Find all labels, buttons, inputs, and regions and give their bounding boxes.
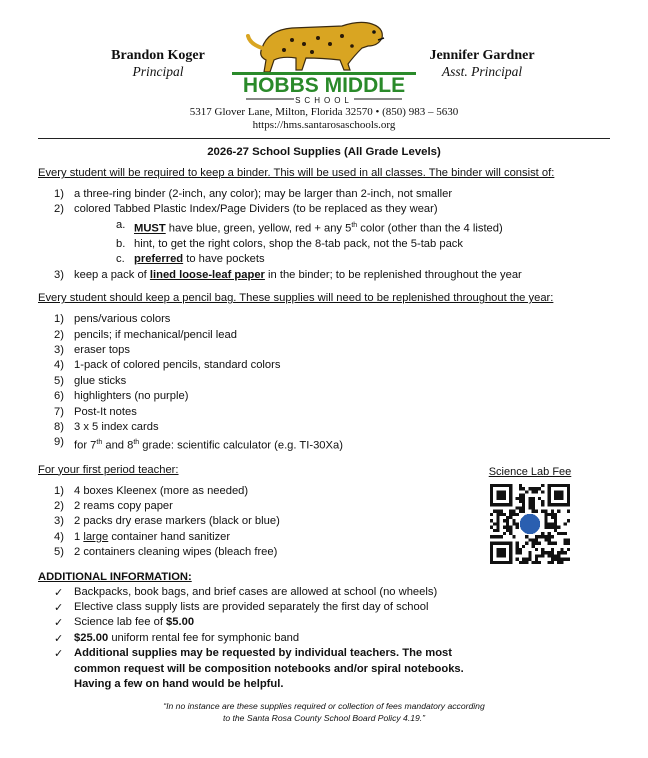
list-item: 4) 1 large container hand sanitizer (54, 530, 231, 543)
list-item: 9) for 7th and 8th grade: scientific calculator (e.g. TI-30Xa) (54, 436, 343, 453)
page-title: 2026-27 School Supplies (All Grade Levels) (207, 146, 441, 158)
list-item: 3) eraser tops (54, 343, 130, 356)
list-item: 7) Post-It notes (54, 405, 137, 418)
qr-code-label: Science Lab Fee (488, 466, 572, 478)
list-item: 1) a three-ring binder (2-inch, any color); may be larger than 2-inch, not smaller (54, 188, 453, 200)
list-item: 5) 2 containers cleaning wipes (bleach free) (54, 546, 278, 559)
checkmark-icon: ✓ (54, 616, 64, 630)
list-item: 3) 2 packs dry erase markers (black or blue) (54, 515, 280, 528)
sub-list-item: a. MUST have blue, green, yellow, red + any 5th color (other than the 4 listed) (116, 218, 503, 235)
list-item: 3) keep a pack of lined loose-leaf paper in the binder; to be replenished throughout the year (54, 268, 522, 281)
additional-info-heading: ADDITIONAL INFORMATION: (38, 570, 192, 583)
list-item: 1) 4 boxes Kleenex (more as needed) (54, 484, 249, 497)
checkmark-icon: ✓ (54, 631, 64, 645)
list-item: 2) 2 reams copy paper (54, 499, 173, 512)
header-divider (38, 138, 610, 139)
list-item: 4) 1-pack of colored pencils, standard colors (54, 359, 281, 372)
policy-footnote: “In no instance are these supplies required or collection of fees mandatory according to the Santa Rosa County School Board Policy 4.19.” (163, 701, 485, 724)
pencil-bag-heading: Every student should keep a pencil bag. These supplies will need to be replenished throughout the year: (38, 292, 554, 305)
school-logo (222, 8, 426, 104)
first-period-heading: For your first period teacher: (38, 463, 179, 476)
pencil-bag-list (38, 312, 610, 454)
checkmark-icon: ✓ (54, 585, 64, 599)
school-name: HOBBS MIDDLE (242, 74, 406, 97)
list-item: ✓ Elective class supply lists are provided separately the first day of school (54, 601, 429, 614)
list-item: ✓ Science lab fee of $5.00 (54, 616, 195, 630)
divider-sublist (74, 218, 610, 268)
school-subname: SCHOOL (295, 96, 353, 104)
list-item: 6) highlighters (no purple) (54, 390, 189, 403)
letterhead (0, 0, 648, 140)
asst-principal-title: Asst. Principal (441, 64, 523, 79)
principal-name: Brandon Koger (111, 48, 205, 63)
binder-list (38, 187, 610, 283)
checkmark-icon: ✓ (54, 601, 64, 614)
list-item: 5) glue sticks (54, 374, 127, 387)
additional-info-list (38, 585, 478, 693)
jaguar-mascot-icon (248, 22, 384, 72)
supply-list (38, 144, 610, 724)
list-item: 8) 3 x 5 index cards (54, 421, 159, 434)
qr-code-icon[interactable] (490, 484, 570, 564)
principal-block (78, 48, 238, 80)
list-item: 2) colored Tabbed Plastic Index/Page Dividers (to be replaced as they wear) a. MUST have blue, green, yellow, red + any 5th color (other than the 4 listed) b. hint, to get the right colors, shop the 8-tab pack, not the 5-tab pack c. preferred to have pockets (38, 202, 610, 267)
school-address-block (120, 106, 528, 132)
list-item: ✓ Backpacks, book bags, and brief cases are allowed at school (no wheels) (54, 585, 438, 599)
sub-list-item: b. hint, to get the right colors, shop the 8-tab pack, not the 5-tab pack (116, 237, 463, 250)
list-item: ✓ $25.00 uniform rental fee for symphonic band (54, 631, 300, 645)
school-website[interactable]: https://hms.santarosaschools.org (252, 119, 396, 131)
list-item: 1) pens/various colors (54, 313, 171, 326)
binder-heading: Every student will be required to keep a binder. This will be used in all classes. The binder will consist of: (38, 167, 555, 179)
school-address: 5317 Glover Lane, Milton, Florida 32570 • (850) 983 – 5630 (189, 106, 459, 118)
sub-list-item: c. preferred to have pockets (116, 253, 265, 266)
checkmark-icon: ✓ (54, 647, 64, 661)
principal-title: Principal (132, 64, 184, 79)
asst-principal-block (402, 48, 562, 80)
list-item: ✓ Additional supplies may be requested by individual teachers. The most common request will be composition notebooks and/or spiral notebooks. Having a few on hand would be helpful. (54, 647, 464, 691)
asst-principal-name: Jennifer Gardner (429, 48, 535, 63)
list-item: 2) pencils; if mechanical/pencil lead (54, 328, 237, 341)
